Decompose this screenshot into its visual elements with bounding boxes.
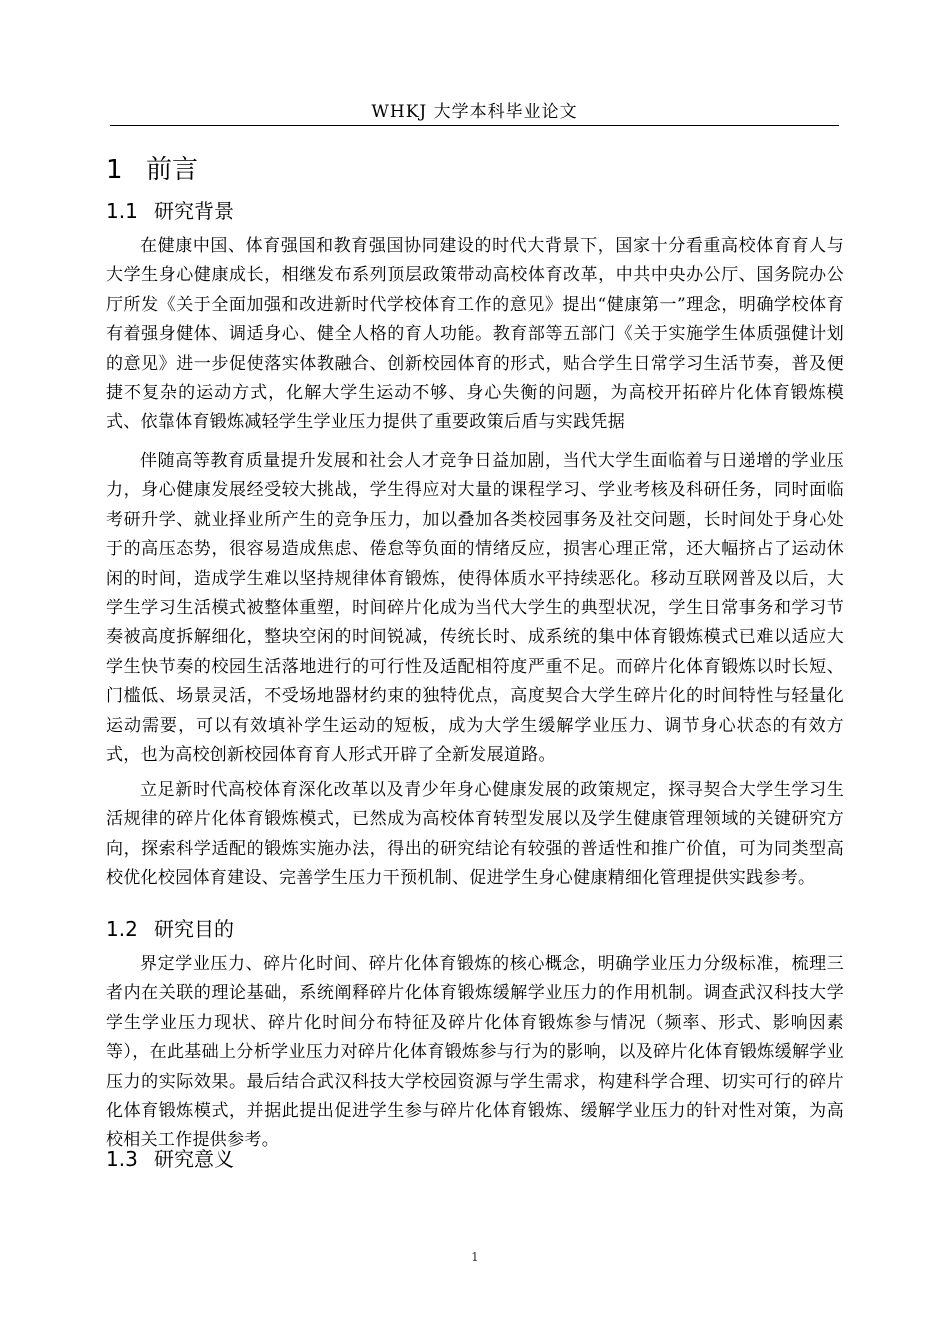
chapter-number: 1: [106, 155, 123, 185]
section-number: 1.3: [106, 1147, 138, 1171]
header-rule: [110, 125, 839, 126]
section-heading-1-1: [106, 197, 234, 225]
chapter-heading: [106, 152, 198, 188]
section-title: 研究意义: [154, 1147, 234, 1171]
running-header: WHKJ 大学本科毕业论文: [371, 102, 578, 122]
paragraph-background-3: 立足新时代高校体育深化改革以及青少年身心健康发展的政策规定，探寻契合大学生学习生活规律的碎片化体育锻炼模式，已然成为高校体育转型发展以及学生健康管理领域的关键研究方向，探索科学适配的锻炼实施办法，得出的研究结论有较强的普适性和推广价值，可为同类型高校优化校园体育建设、完善学生压力干预机制、促进学生身心健康精细化管理提供实践参考。: [106, 780, 844, 889]
section-number: 1.1: [106, 199, 138, 223]
chapter-title: 前言: [146, 155, 199, 185]
section-heading-1-3: [106, 1145, 234, 1173]
section-title: 研究目的: [154, 917, 234, 941]
paragraph-background-1: 在健康中国、体育强国和教育强国协同建设的时代大背景下，国家十分看重高校体育育人与大学生身心健康成长，相继发布系列顶层政策带动高校体育改革，中共中央办公厅、国务院办公厅所发《关于全面加强和改进新时代学校体育工作的意见》提出“健康第一”理念，明确学校体育有着强身健体、调适身心、健全人格的育人功能。教育部等五部门《关于实施学生体质强健计划的意见》进一步促使落实体教融合、创新校园体育的形式，贴合学生日常学习生活节奏，普及便捷不复杂的运动方式，化解大学生运动不够、身心失衡的问题，为高校开拓碎片化体育锻炼模式、依靠体育锻炼减轻学生学业压力提供了重要政策后盾与实践凭据: [106, 236, 844, 433]
page-number: 1: [471, 1250, 479, 1264]
paragraph-purpose: 界定学业压力、碎片化时间、碎片化体育锻炼的核心概念，明确学业压力分级标准，梳理三者内在关联的理论基础，系统阐释碎片化体育锻炼缓解学业压力的作用机制。调查武汉科技大学学生学业压力现状、碎片化时间分布特征及碎片化体育锻炼参与情况（频率、形式、影响因素等），在此基础上分析学业压力对碎片化体育锻炼参与行为的影响，以及碎片化体育锻炼缓解学业压力的实际效果。最后结合武汉科技大学校园资源与学生需求，构建科学合理、切实可行的碎片化体育锻炼模式，并据此提出促进学生参与碎片化体育锻炼、缓解学业压力的针对性对策，为高校相关工作提供参考。: [106, 954, 844, 1151]
section-heading-1-2: [106, 915, 234, 943]
section-number: 1.2: [106, 917, 138, 941]
section-title: 研究背景: [154, 199, 234, 223]
paragraph-background-2: 伴随高等教育质量提升发展和社会人才竞争日益加剧，当代大学生面临着与日递增的学业压力，身心健康发展经受较大挑战，学生得应对大量的课程学习、学业考核及科研任务，同时面临考研升学、就业择业所产生的竞争压力，加以叠加各类校园事务及社交问题，长时间处于身心处于的高压态势，很容易造成焦虑、倦怠等负面的情绪反应，损害心理正常，还大幅挤占了运动休闲的时间，造成学生难以坚持规律体育锻炼，使得体质水平持续恶化。移动互联网普及以后，大学生学习生活模式被整体重塑，时间碎片化成为当代大学生的典型状况，学生日常事务和学习节奏被高度拆解细化，整块空闲的时间锐减，传统长时、成系统的集中体育锻炼模式已难以适应大学生快节奏的校园生活落地进行的可行性及适配相符度严重不足。而碎片化体育锻炼以时长短、门槛低、场景灵活，不受场地器材约束的独特优点，高度契合大学生碎片化的时间特性与轻量化运动需要，可以有效填补学生运动的短板，成为大学生缓解学业压力、调节身心状态的有效方式，也为高校创新校园体育育人形式开辟了全新发展道路。: [106, 451, 844, 766]
